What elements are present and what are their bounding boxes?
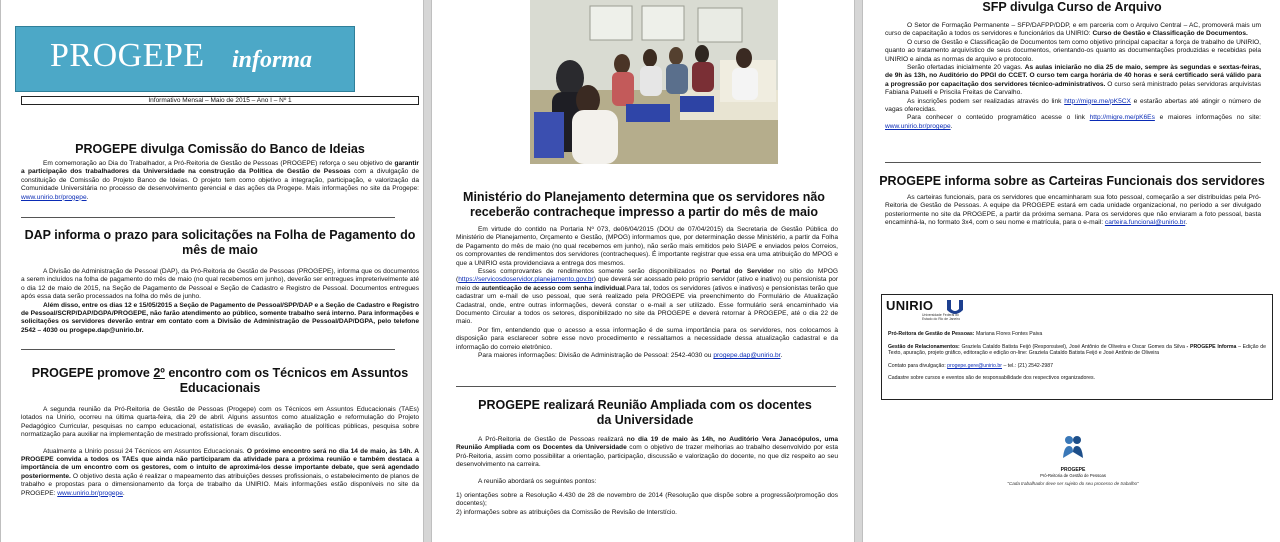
text-bold: As aulas iniciarão no dia 25 de maio, sempre às segundas e sextas-feiras, de 9h às 13h, no Auditório do PPGI do CCET. O curso tem carga horária de 40 horas e será certificado será válido para a progressão por capacitação dos servidores técnico-administrativos. (885, 64, 1262, 88)
text: com o objetivo de trazer melhorias ao trabalho desenvolvido por esta Pró-Reitoria, assim como possibilitar a orientação, participação, discussão e valorização do docente, no que diz respeito ao seu desenvolvimento na carreira. (456, 444, 838, 469)
divider (885, 162, 1261, 163)
text: Para maiores informações: Divisão de Administração de Pessoal: 2542-4030 ou (478, 352, 714, 360)
unirio-logo (886, 298, 996, 322)
text: Esses comprovantes de rendimentos somente serão disponibilizados no (478, 268, 712, 276)
article-body (456, 436, 838, 517)
text: ) que deverá ser acessado pelo próprio servidor (ativo e inativo) ou pensionista por meio de (456, 276, 838, 292)
article-title: SFP divulga Curso de Arquivo (982, 0, 1162, 14)
page-2 (431, 0, 855, 542)
progepe-footer-logo (983, 432, 1163, 492)
credit-value: Graziela Cataldo Batista Feijó (Responsável), José Antônio de Oliveira e Oscar Gomes da Silva (959, 343, 1185, 350)
unirio-logo-subtitle: Universidade Federal do Estado do Rio de Janeiro (922, 313, 961, 321)
credit-label: Pró-Reitora de Gestão de Pessoas: (888, 331, 975, 337)
credit-value: – Edição de Texto, apuração, projeto gráfico, editoração e edição on-line: Graziela Cataldo Batista Feijó e José Antônio de Oliveira (888, 343, 1267, 357)
contact-email-link[interactable]: progepe.gere@unirio.br (947, 362, 1002, 369)
text-bold: Curso de Gestão e Classificação de Documentos. (1092, 30, 1248, 38)
article-title (21, 366, 419, 396)
text: . (1185, 219, 1188, 227)
credit-note: Cadastre sobre cursos e eventos são de responsabilidade dos respectivos organizadores. (888, 375, 1096, 382)
article-title: PROGEPE informa sobre as Carteiras Funcionais dos servidores (879, 174, 1265, 188)
paragraph: A Divisão de Administração de Pessoal (DAP), da Pró-Reitoria de Gestão de Pessoas (PROGEPE), informa que os documentos a serem incluídos na folha de pagamento do mês de maio (no qual recebemos em junho), deverão ser entregues impreterivelmente até o dia 12 de maio de 2015, na Seção de Pagamento de Pessoal e Seção de Cadastro e Registro de Pessoal. Documentos entregues após essa data serão processados na folha do mês de junho. (21, 268, 419, 301)
article-body (885, 22, 1261, 131)
text: Em comemoração ao Dia do Trabalhador, a Pró-Reitoria de Gestão de Pessoas (PROGEPE) reforça o seu objetivo de (43, 160, 395, 167)
divider (456, 386, 836, 387)
text-bold: Portal do Servidor (711, 268, 774, 276)
page-gap (424, 0, 431, 542)
list-item: 2) informações sobre as atribuições da Comissão de Revisão de Interstício. (456, 508, 677, 516)
divider (21, 349, 395, 350)
credit-value: Mariana Flores Fontes Paiva (974, 331, 1043, 337)
title-part: PROGEPE promove (31, 366, 154, 380)
title-part: 2º (153, 366, 165, 380)
divider (21, 217, 395, 218)
paragraph: A reunião abordará os seguintes pontos: (478, 477, 597, 485)
text: O curso será ministrado pelas servidoras arquivistas Fabiana Patuelli e Priscila Freitas de Carvalho. (885, 80, 1262, 97)
text-bold: O próximo encontro será no dia 14 de maio, às 14h. A PROGEPE convida a todos os TAEs que ainda não participaram da atividade para a próxima reunião e também destaca a importância de um encontro com os gestores, com o intuito de aproximá-los desse importante debate, que será agendado posteriormente. (21, 447, 419, 480)
text: e maiores informações no site: (1154, 114, 1261, 122)
page-gap (855, 0, 862, 542)
article-body: Em comemoração ao Dia do Trabalhador, a Pró-Reitoria de Gestão de Pessoas (PROGEPE) reforça o seu objetivo de garantir a participação dos trabalhadores da Universidade na construção da Política de Gestão de Pessoas com a divulgação de constituição de Comissão do Projeto Banco de Ideias. O projeto tem como objetivo a integração, participação, e valorização da Comunidade Universitária no processo de desenvolvimento gerencial e das ações da Progepe. Mais informações no site da Progepe: www.unirio.br/progepe. (21, 160, 419, 201)
credit-label: Gestão de Relacionamentos: (888, 343, 960, 350)
progepe-link[interactable]: www.unirio.br/progepe (57, 489, 123, 497)
progepe-link[interactable]: www.unirio.br/progepe (21, 193, 87, 201)
paragraph: O curso de Gestão e Classificação de Documentos tem como objetivo principal capacitar a força de trabalho de UNIRIO, quanto ao tratamento arquivístico de seus documentos, orientando-os quanto as documentações produzidas e recebidas pela UNIRIO e ainda as normas de arquivo e protocolo. (885, 38, 1261, 63)
paragraph: Além disso, entre os dias 12 e 15/05/2015 a Seção de Pagamento de Pessoal/SPP/DAP e a Seção de Cadastro e Registro de Pessoal/SCRP/DAP/DGPA/PROGEPE, não farão atendimento ao público, somente trabalho será interno. Para informações e solicitações os servidores deverão entrar em contato com a Divisão de Administração de Pessoal/DAP/DGPA, pelo telefone 2542 – 4030 ou progepe.dap@unirio.br. (21, 301, 419, 334)
meeting-photo-illustration (530, 0, 778, 164)
text-bold: no dia 19 de maio às 14h, no Auditório Vera Janacópulos, uma Reunião Ampliada com os Docentes da Universidade (456, 436, 838, 452)
paragraph: A segunda reunião da Pró-Reitoria de Gestão de Pessoas (Progepe) com os Técnicos em Assuntos Educacionais (TAEs) lotados na Unirio, ocorreu na última quarta-feira, dia 29 de abril. Alguns assuntos como atualização e reformulação do Projeto Pedagógico Curricular, pesquisas no campo educacional, estatísticas de evasão, avaliação de políticas públicas, pesquisa sobre normatização para auxiliar na implementação de mestrado profissional, foram discutidos. (21, 406, 419, 439)
paragraph: Em virtude do contido na Portaria Nº 073, de06/04/2015 (DOU de 07/04/2015) da Secretaria de Gestão Pública do Ministério de Planejamento, Orçamento e Gestão, (MPOG) informamos que, por determinação desse Ministério, a partir da Folha de Pagamento do mês de maio (no qual recebemos em junho), não serão mais emitidos pelo SIAPE e enviados pelos Correios, os comprovantes de rendimentos dos servidores (contracheques). É importante registrar que essa era uma atribuição do MPOG e que a UNIRIO esta providenciava a entrega dos mesmos. (456, 226, 838, 267)
issue-line: Informativo Mensal – Maio de 2015 – Ano I – Nº 1 (21, 96, 419, 105)
page-3 (862, 0, 1280, 542)
article-body (456, 226, 838, 361)
text: . (780, 352, 783, 360)
credits-box (881, 294, 1273, 400)
progepe-people-icon (1058, 432, 1088, 462)
article-title: DAP informa o prazo para solicitações na Folha de Pagamento do mês de maio (24, 228, 416, 257)
progepe-link[interactable]: www.unirio.br/progepe (885, 122, 951, 130)
progepe-logo-name: PROGEPE (1060, 467, 1086, 473)
article-title: PROGEPE realizará Reunião Ampliada com os docentes da Universidade (478, 398, 812, 427)
text: .Para tal, todos os servidores (ativos e inativos) e pensionistas terão que cadastrar um e-mail de uso pessoal, que será realizado pela PROGEPE via preenchimento do Formulário de Atualização Cadastral, onde, entre outras informações, deverá constar o e-mail a ser utilizado. Esse formulário será encaminhado via Documento Circular a todos os setores, disponibilizado no site da PROGEPE e deverá retornar à PROGEPE, até o dia 22 de maio. (456, 284, 838, 326)
masthead-subtitle: informa (232, 47, 313, 73)
text: O objetivo desta ação é realizar o mapeamento das atribuições desses profissionais, o estabelecimento de planos de trabalho e propostas para o dimensionamento da força de trabalho da UNIRIO. Mais informações estão disponíveis no site da PROGEPE: (21, 472, 419, 497)
text-bold: autenticação de acesso com senha individual (481, 284, 625, 292)
title-part: encontro com os Técnicos em Assuntos Educacionais (164, 366, 409, 395)
text: e estarão abertas até atingir o número de vagas oferecidas. (885, 97, 1261, 114)
text: As carteiras funcionais, para os servidores que encaminharam sua foto pessoal, começarão a ser distribuídas pela Pró-Reitoria de Gestão de Pessoas. A equipe da PROGEPE estará em cada unidade organizacional, no período a ser divulgado posteriormente no site da PROGEPE, a partir da próxima semana. Para os servidores que não enviaram a foto pessoal, basta encaminhá-la, no formato 3x4, com o seu nome e matrícula, para o e-mail: (885, 194, 1261, 227)
text: – tel.: (21) 2542-2987 (1002, 362, 1054, 369)
paragraph: Por fim, entendendo que o acesso a essa informação é de suma importância para os servidores, nos colocamos à disposição para esclarecer sobre esse novo procedimento e ressaltamos a necessidade dessa atualização cadastral e da informação do correio eletrônico. (456, 326, 838, 351)
progepe-slogan: "Cada trabalhador deve ser sujeito do seu processo de trabalho" (1007, 481, 1139, 486)
meeting-photo (530, 0, 778, 164)
page-1 (0, 0, 424, 542)
credits-text (888, 331, 1266, 382)
dap-email-link[interactable]: progepe.dap@unirio.br (713, 352, 781, 360)
masthead-banner (15, 26, 355, 92)
article-body: A segunda reunião da Pró-Reitoria de Gestão de Pessoas (Progepe) com os Técnicos em Assuntos Educacionais (TAEs) lotados na Unirio, ocorreu na última quarta-feira, dia 29 de abril. Alguns assuntos como atualização e reformulação do Projeto Pedagógico Curricular, pesquisas no campo educacional, estatísticas de evasão, avaliação de políticas públicas, pesquisa sobre normatização para auxiliar na implementação de mestrado profissional, foram discutidos. Atualmente a Unirio possui 24 Técnicos em Assuntos Educacionais. O próximo encontro será no dia 14 de maio, às 14h. A PROGEPE convida a todos os TAEs que ainda não participaram da atividade para a próxima reunião e também destaca a importância de um encontro com os gestores, com o intuito de aproximá-los desse importante debate, que será agendado posteriormente. O objetivo desta ação é realizar o mapeamento das atribuições desses profissionais, o estabelecimento de planos de trabalho e propostas para o dimensionamento da força de trabalho da UNIRIO. Mais informações estão disponíveis no site da PROGEPE: www.unirio.br/progepe. (21, 406, 419, 497)
article-title: Ministério do Planejamento determina que os servidores não receberão contracheque impresso a partir do mês de maio (463, 190, 825, 219)
text: Para conhecer o conteúdo programático acesse o link (907, 114, 1090, 122)
text: Atualmente a Unirio possui 24 Técnicos em Assuntos Educacionais. (43, 447, 247, 455)
list-item: 1) orientações sobre a Resolução 4.430 de 28 de novembro de 2014 (Resolução que dispõe sobre a progressão/promoção dos docentes); (456, 492, 838, 508)
text: no sítio do MPOG ( (456, 268, 838, 284)
text-bold: garantir a participação dos trabalhadores da Universidade na construção da Política de Gestão de Pessoas (21, 160, 419, 176)
registration-link[interactable]: http://migre.me/pK5CX (1064, 97, 1131, 105)
portal-link[interactable]: https://servicosdoservidor.planejamento.gov.br (458, 276, 594, 284)
text: Serão ofertadas inicialmente 20 vagas. (907, 64, 1025, 72)
credit-label: - PROGEPE Informa (1184, 343, 1237, 350)
unirio-logo-text: UNIRIO (886, 298, 934, 313)
text: As inscrições podem ser realizadas através do link (907, 97, 1065, 105)
text: com a divulgação de constituição de Comissão do Projeto Banco de Ideias. O projeto tem como objetivo a integração, participação, e valorização da Comunidade Universitária no processo de desenvolvimento gerencial e das ações da Progepe. Mais informações no site da Progepe: (21, 168, 419, 193)
masthead-title: PROGEPE (50, 37, 205, 74)
text: O Setor de Formação Permanente – SFP/DAFPP/DDP, e em parceria com o Arquivo Central – AC, promoverá mais um curso de capacitação a todos os servidores e funcionários da UNIRIO: (885, 22, 1261, 38)
program-link[interactable]: http://migre.me/pK6Es (1089, 114, 1155, 122)
progepe-logo-subtitle: Pró-Reitoria de Gestão de Pessoas (1040, 473, 1106, 478)
text: . (950, 122, 953, 130)
article-title: PROGEPE divulga Comissão do Banco de Ideias (75, 142, 365, 156)
text: Contato para divulgação: (888, 362, 948, 369)
carteira-email-link[interactable]: carteira.funcional@unirio.br (1104, 219, 1186, 227)
article-body (885, 194, 1261, 228)
text: A Pró-Reitoria de Gestão de Pessoas realizará (478, 436, 627, 443)
article-body (21, 268, 419, 335)
